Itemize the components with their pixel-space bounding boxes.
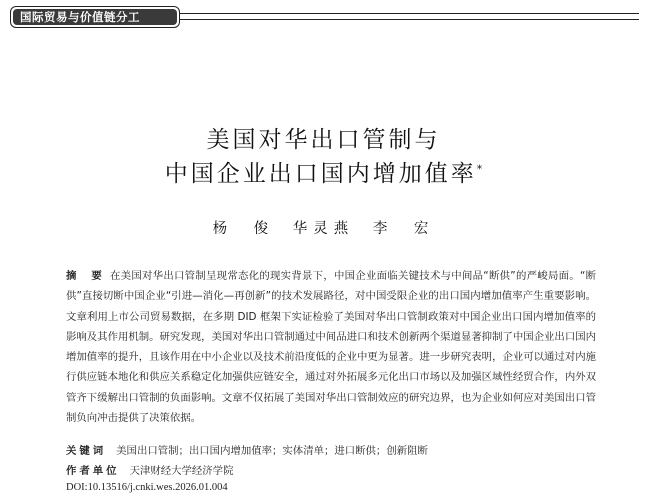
author-name: 华灵燕 (292, 221, 355, 237)
abstract-text: 在美国对华出口管制呈现常态化的现实背景下，中国企业面临关键技术与中间品“断供”的严峻局面。“断供”直接切断中国企业“引进—消化—再创新”的技术发展路径，对中国受限企业的出口国内增加值率产生重要影响。文章利用上市公司贸易数据，在多期 DID 框架下实证检验了美国对华出口管制政策对中国企业出口国内增加值率的影响及其作用机制。研究发现，美国对华出口管制通过中间品进口和技术创新两个渠道显著抑制了中国企业出口国内增加值率的提升，且该作用在中小企业以及技术前沿度低的企业中更为显著。进一步研究表明，企业可以通过对内施行供应链本地化和供应关系稳定化加强供应链安全，通过对外拓展多元化出口市场以及加强区域性经贸合作，内外双管齐下缓解出口管制的负面影响。文章不仅拓展了美国对华出口管制效应的研究边界，也为企业如何应对美国出口管制负向冲击提供了决策依据。 (66, 270, 596, 425)
title-line-2-text: 中国企业出口国内增加值率 (164, 161, 477, 187)
author-list (0, 217, 647, 238)
affiliation-label: 作者单位 (66, 465, 120, 477)
affiliation-text: 天津财经大学经济学院 (129, 465, 234, 477)
doi: DOI:10.13516/j.cnki.wes.2026.01.004 (66, 482, 228, 493)
abstract (66, 266, 596, 428)
keywords-text: 美国出口管制；出口国内增加值率；实体清单；进口断供；创新阻断 (116, 445, 428, 457)
author-name: 杨 俊 (212, 221, 275, 237)
header-rule (180, 13, 639, 20)
title-line-1-text: 美国对华出口管制与 (206, 127, 441, 153)
title-footnote-mark: * (476, 162, 483, 176)
author-name: 李 宏 (372, 221, 435, 237)
affiliation-line (66, 462, 596, 477)
keywords-line (66, 442, 596, 457)
section-tag (10, 6, 180, 28)
title-line-2 (0, 155, 647, 188)
section-label: 国际贸易与价值链分工 (13, 9, 177, 25)
abstract-label: 摘 要 (66, 270, 104, 282)
title-line-1 (0, 121, 647, 154)
keywords-label: 关键词 (66, 445, 107, 457)
